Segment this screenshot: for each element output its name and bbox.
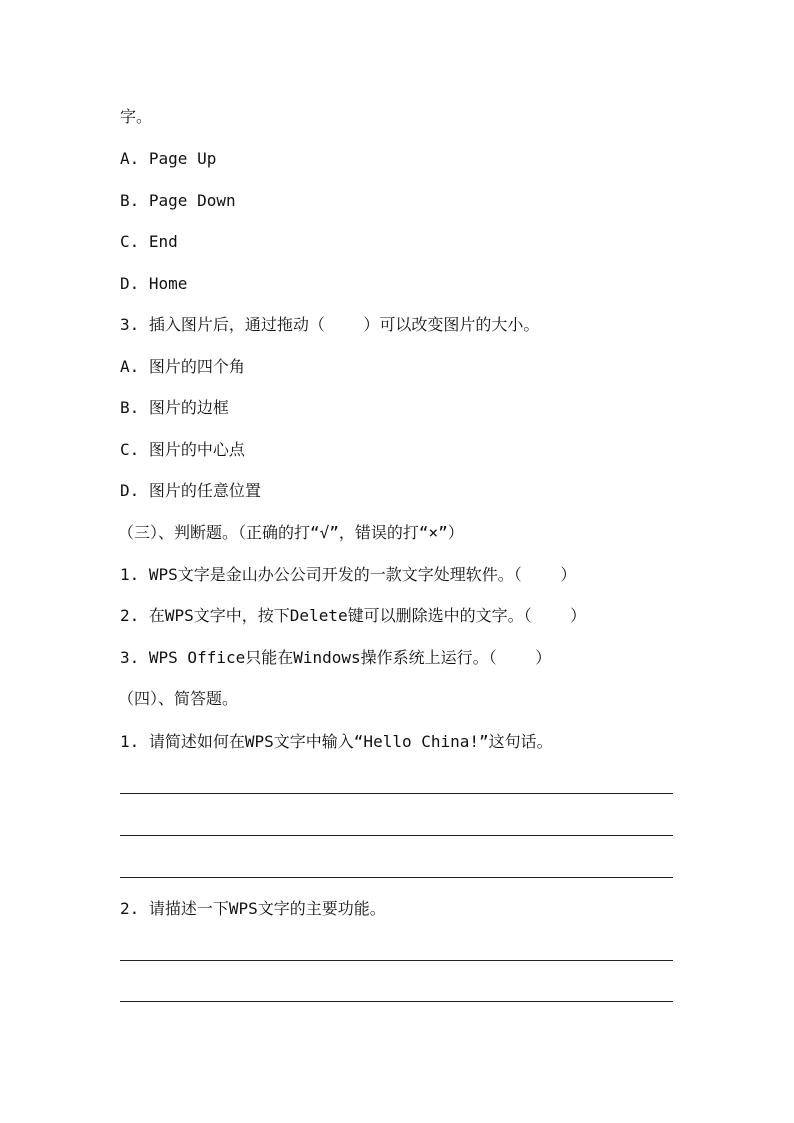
section-3-heading: （三）、判断题。（正确的打“√”，错误的打“×”）: [118, 523, 464, 542]
answer-line: [120, 793, 673, 794]
section-4-heading: （四）、简答题。: [118, 689, 239, 708]
answer-line: [120, 877, 673, 878]
answer-line: [120, 960, 673, 961]
question-3-stem: 3. 插入图片后，通过拖动（ ）可以改变图片的大小。: [120, 315, 540, 334]
q2-option-c: C. End: [120, 232, 178, 251]
q2-option-d: D. Home: [120, 274, 188, 293]
judgment-item-1: 1. WPS文字是金山办公公司开发的一款文字处理软件。（ ）: [120, 565, 577, 584]
q2-option-b: B. Page Down: [120, 191, 236, 210]
short-answer-q2: 2. 请描述一下WPS文字的主要功能。: [120, 899, 386, 918]
q3-option-d: D. 图片的任意位置: [120, 481, 261, 500]
q3-option-c: C. 图片的中心点: [120, 440, 245, 459]
answer-line: [120, 1001, 673, 1002]
judgment-item-3: 3. WPS Office只能在Windows操作系统上运行。（ ）: [120, 648, 552, 667]
judgment-item-2: 2. 在WPS文字中，按下Delete键可以删除选中的文字。（ ）: [120, 606, 587, 625]
q3-option-b: B. 图片的边框: [120, 398, 229, 417]
q3-option-a: A. 图片的四个角: [120, 357, 245, 376]
q2-option-a: A. Page Up: [120, 149, 217, 168]
question-2-tail: 字。: [120, 107, 153, 126]
answer-line: [120, 835, 673, 836]
short-answer-q1: 1. 请简述如何在WPS文字中输入“Hello China!”这句话。: [120, 732, 553, 751]
